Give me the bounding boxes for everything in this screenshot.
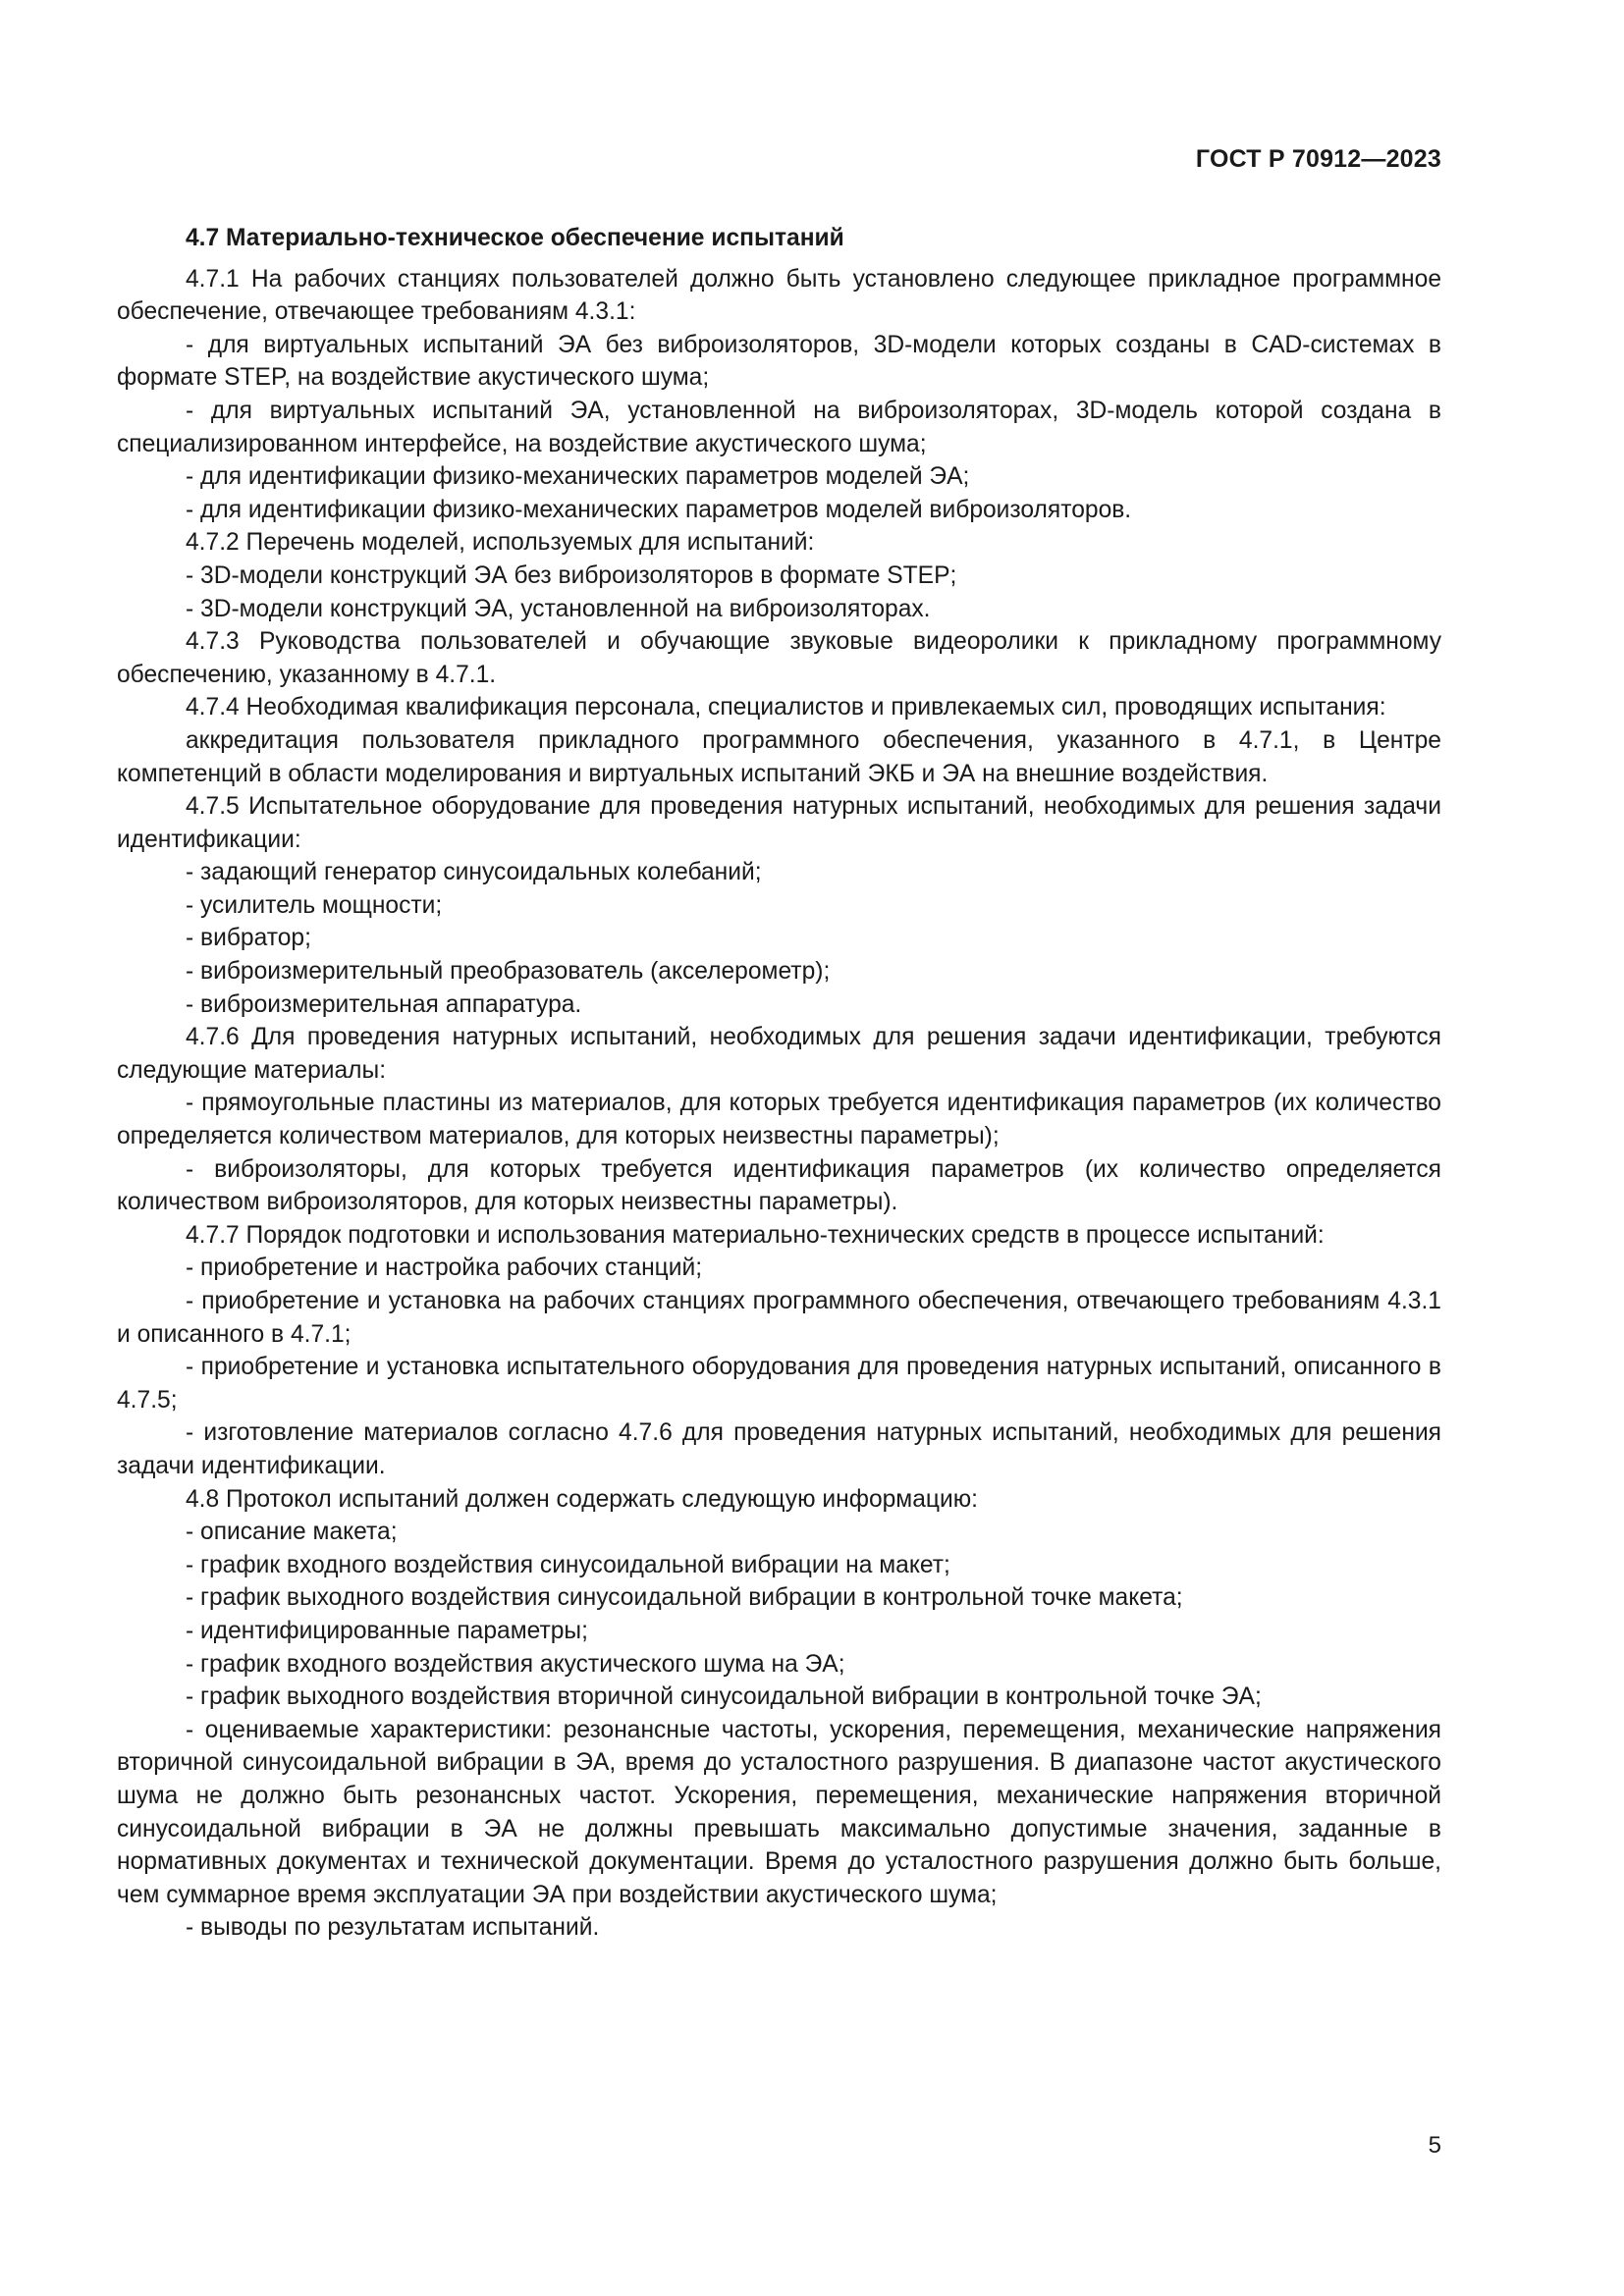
list-item: - идентифицированные параметры; xyxy=(186,1617,588,1644)
list-item: - 3D-модели конструкций ЭА, установленной на виброизоляторах. xyxy=(186,595,931,622)
list-item: - задающий генератор синусоидальных колебаний; xyxy=(186,859,762,886)
list-item: - график входного воздействия синусоидальной вибрации на макет; xyxy=(186,1551,950,1578)
paragraph: аккредитация пользователя прикладного программного обеспечения, указанного в 4.7.1, в Центре компетенций в области моделирования и виртуальных испытаний ЭКБ и ЭА на внешние воздействия. xyxy=(117,726,1441,787)
paragraph: 4.7.3 Руководства пользователей и обучающие звуковые видеоролики к прикладному программному обеспечению, указанному в 4.7.1. xyxy=(117,628,1441,688)
list-item: - для виртуальных испытаний ЭА без виброизоляторов, 3D-модели которых созданы в CAD-системах в формате STEP, на воздействие акустического шума; xyxy=(117,331,1441,392)
section-heading: 4.7 Материально-техническое обеспечение испытаний xyxy=(186,225,844,251)
page-number: 5 xyxy=(1428,2132,1441,2159)
list-item: - изготовление материалов согласно 4.7.6 для проведения натурных испытаний, необходимых для решения задачи идентификации. xyxy=(117,1419,1441,1479)
document-body xyxy=(117,222,1441,1945)
list-item: - график входного воздействия акустического шума на ЭА; xyxy=(186,1650,845,1678)
list-item: - приобретение и настройка рабочих станций; xyxy=(186,1255,703,1282)
list-item: - вибратор; xyxy=(186,925,311,952)
list-item: - виброизмерительный преобразователь (акселерометр); xyxy=(186,958,831,986)
list-item: - для идентификации физико-механических параметров моделей виброизоляторов. xyxy=(186,496,1132,523)
list-item: - оцениваемые характеристики: резонансные частоты, ускорения, перемещения, механические напряжения вторичной синусоидальной вибрации в ЭА, время до усталостного разрушения. В диапазоне частот акустического шума не должно быть резонансных частот. Ускорения, перемещения, механические напряжения вторичной синусоидальной вибрации в ЭА не должны превышать максимально допустимые значения, заданные в нормативных документах и технической документации. Время до усталостного разрушения должно быть больше, чем суммарное время эксплуатации ЭА при воздействии акустического шума; xyxy=(117,1716,1441,1908)
list-item: - приобретение и установка испытательного оборудования для проведения натурных испытаний, описанного в 4.7.5; xyxy=(117,1354,1441,1414)
list-item: - виброизмерительная аппаратура. xyxy=(186,990,582,1018)
list-item: - выводы по результатам испытаний. xyxy=(186,1914,600,1942)
paragraph: 4.7.5 Испытательное оборудование для проведения натурных испытаний, необходимых для решения задачи идентификации: xyxy=(117,793,1441,853)
list-item: - график выходного воздействия вторичной синусоидальной вибрации в контрольной точке ЭА; xyxy=(186,1683,1262,1711)
paragraph: 4.8 Протокол испытаний должен содержать следующую информацию: xyxy=(186,1485,978,1513)
list-item: - описание макета; xyxy=(186,1519,398,1546)
list-item: - 3D-модели конструкций ЭА без виброизоляторов в формате STEP; xyxy=(186,561,957,589)
list-item: - график выходного воздействия синусоидальной вибрации в контрольной точке макета; xyxy=(186,1584,1183,1612)
list-item: - приобретение и установка на рабочих станциях программного обеспечения, отвечающего требованиям 4.3.1 и описанного в 4.7.1; xyxy=(117,1288,1441,1348)
paragraph: 4.7.7 Порядок подготовки и использования материально-технических средств в процессе испытаний: xyxy=(186,1221,1325,1249)
paragraph: 4.7.6 Для проведения натурных испытаний, необходимых для решения задачи идентификации, требуются следующие материалы: xyxy=(117,1024,1441,1084)
paragraph: 4.7.4 Необходимая квалификация персонала, специалистов и привлекаемых сил, проводящих испытания: xyxy=(186,694,1386,721)
list-item: - усилитель мощности; xyxy=(186,891,443,919)
list-item: - прямоугольные пластины из материалов, для которых требуется идентификация параметров (их количество определяется количеством материалов, для которых неизвестны параметры); xyxy=(117,1090,1441,1150)
paragraph: 4.7.1 На рабочих станциях пользователей должно быть установлено следующее прикладное программное обеспечение, отвечающее требованиям 4.3.1: xyxy=(117,265,1441,326)
list-item: - для идентификации физико-механических параметров моделей ЭА; xyxy=(186,463,970,491)
document-code: ГОСТ Р 70912—2023 xyxy=(1195,145,1441,173)
paragraph: 4.7.2 Перечень моделей, используемых для испытаний: xyxy=(186,529,815,557)
list-item: - виброизоляторы, для которых требуется идентификация параметров (их количество определяется количеством виброизоляторов, для которых неизвестны параметры). xyxy=(117,1155,1441,1216)
list-item: - для виртуальных испытаний ЭА, установленной на виброизоляторах, 3D-модель которой создана в специализированном интерфейсе, на воздействие акустического шума; xyxy=(117,397,1441,457)
